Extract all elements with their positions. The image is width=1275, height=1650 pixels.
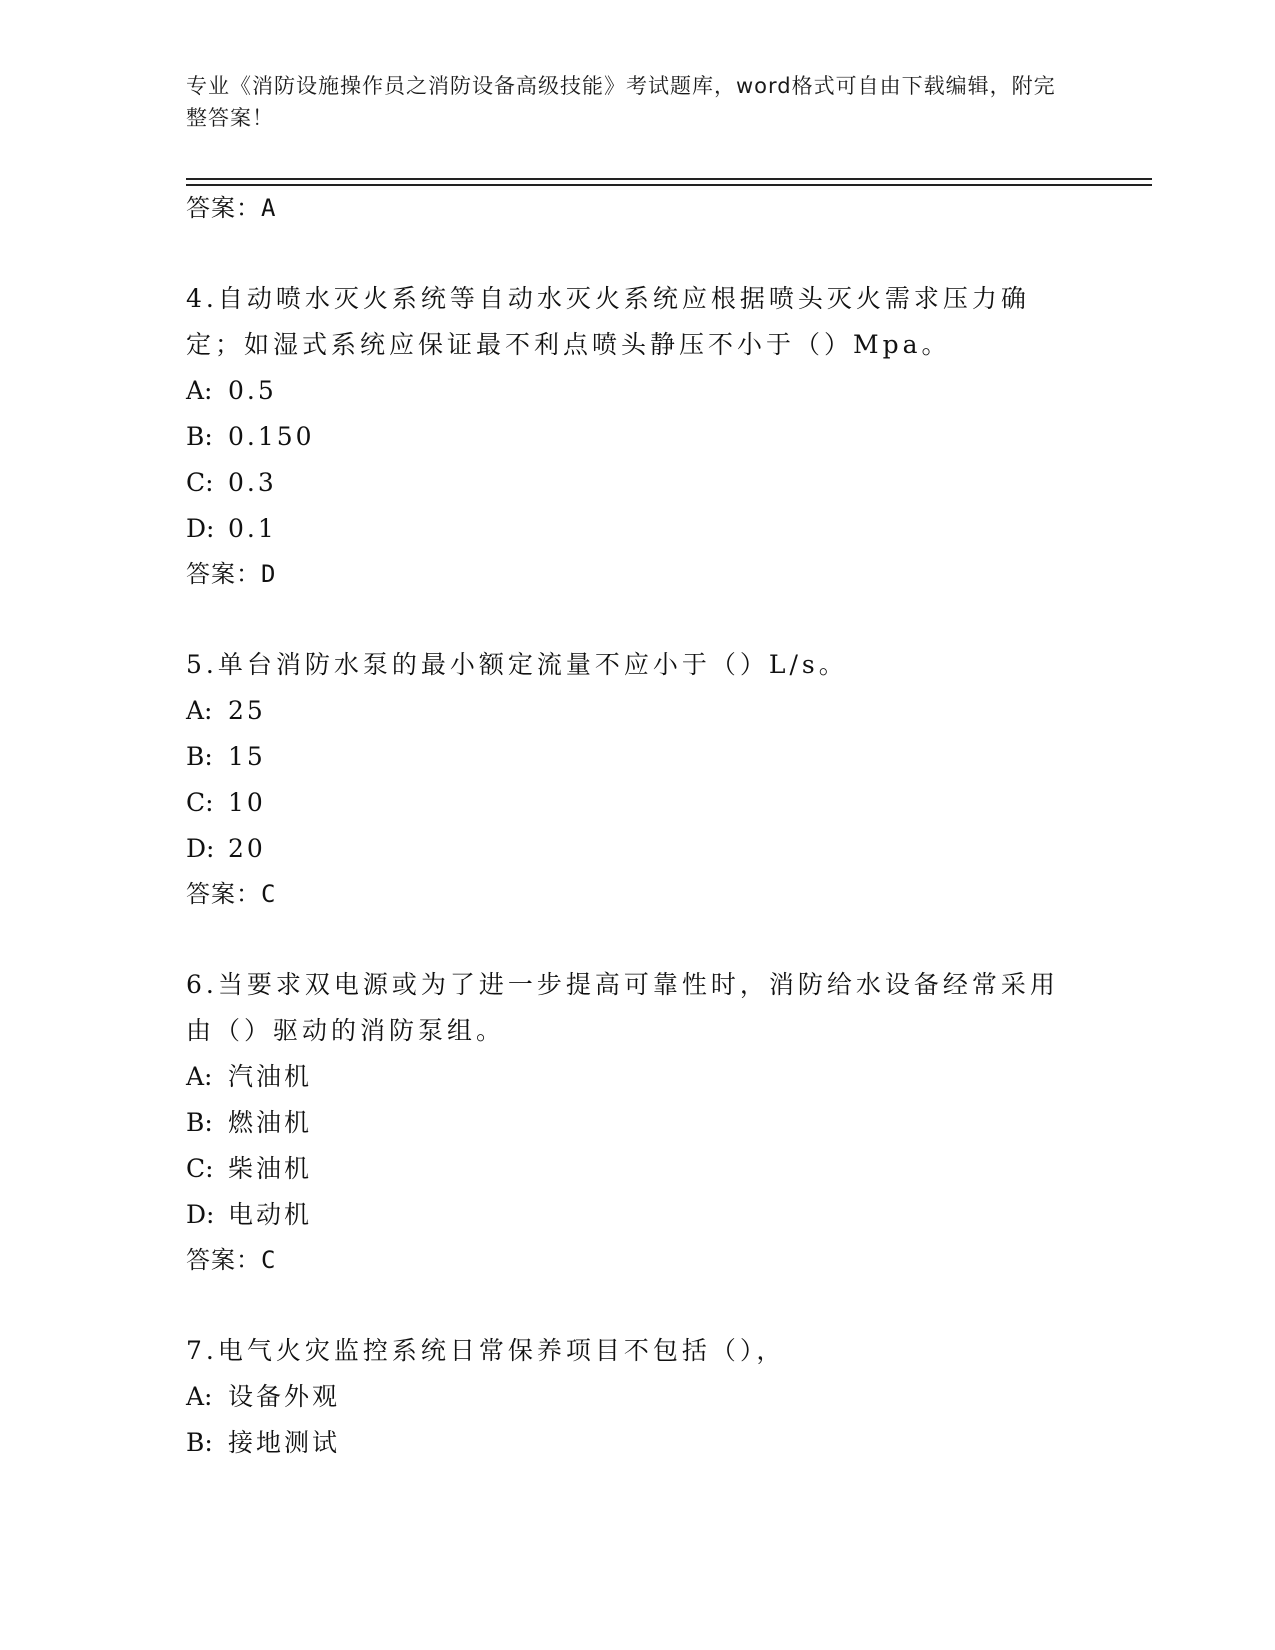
option-key: A: — [186, 1382, 213, 1411]
question-text: 6.当要求双电源或为了进一步提高可靠性时，消防给水设备经常采用由（）驱动的消防泵组。 — [186, 970, 1059, 1045]
question-list — [186, 186, 1086, 1466]
option-text: 25 — [228, 696, 266, 725]
option-text: 汽油机 — [228, 1062, 313, 1091]
question-item — [186, 1328, 1086, 1466]
answer-value: D — [261, 560, 277, 588]
option-key: B: — [186, 422, 213, 451]
option-a — [186, 1374, 1086, 1420]
option-key: B: — [186, 1108, 213, 1137]
option-d — [186, 1192, 1086, 1238]
option-a — [186, 688, 1086, 734]
option-key: C: — [186, 468, 214, 497]
answer-line — [186, 872, 1086, 916]
option-text: 0.5 — [228, 376, 277, 405]
option-b — [186, 414, 1086, 460]
question-item — [186, 276, 1086, 596]
option-key: D: — [186, 514, 215, 543]
option-text: 电动机 — [228, 1200, 313, 1229]
option-b — [186, 1420, 1086, 1466]
option-text: 设备外观 — [228, 1382, 341, 1411]
option-key: B: — [186, 1428, 213, 1457]
option-text: 0.150 — [228, 422, 315, 451]
option-c — [186, 460, 1086, 506]
option-text: 20 — [228, 834, 266, 863]
option-text: 燃油机 — [228, 1108, 313, 1137]
option-key: A: — [186, 376, 213, 405]
option-key: A: — [186, 1062, 213, 1091]
option-key: B: — [186, 742, 213, 771]
option-a — [186, 368, 1086, 414]
option-c — [186, 780, 1086, 826]
answer-label: 答案： — [186, 194, 261, 222]
document-header: 专业《消防设施操作员之消防设备高级技能》考试题库，word格式可自由下载编辑，附完整答案！ — [186, 74, 1056, 130]
option-d — [186, 506, 1086, 552]
answer-label: 答案： — [186, 880, 261, 908]
option-key: D: — [186, 1200, 215, 1229]
answer-label: 答案： — [186, 560, 261, 588]
option-text: 接地测试 — [228, 1428, 341, 1457]
answer-label: 答案： — [186, 1246, 261, 1274]
option-text: 0.1 — [228, 514, 277, 543]
answer-value: A — [261, 194, 277, 222]
option-key: A: — [186, 696, 213, 725]
option-text: 0.3 — [228, 468, 277, 497]
header-rule-top — [186, 178, 1152, 180]
option-text: 10 — [228, 788, 266, 817]
option-text: 柴油机 — [228, 1154, 313, 1183]
answer-line — [186, 552, 1086, 596]
question-text: 5.单台消防水泵的最小额定流量不应小于（）L/s。 — [186, 650, 848, 679]
answer-line — [186, 1238, 1086, 1282]
option-text: 15 — [228, 742, 266, 771]
question-item — [186, 642, 1086, 916]
option-key: D: — [186, 834, 215, 863]
question-text: 4.自动喷水灭火系统等自动水灭火系统应根据喷头灭火需求压力确定；如湿式系统应保证最不利点喷头静压不小于（）Mpa。 — [186, 284, 1030, 359]
option-c — [186, 1146, 1086, 1192]
option-b — [186, 734, 1086, 780]
option-key: C: — [186, 1154, 214, 1183]
question-text: 7.电气火灾监控系统日常保养项目不包括（）， — [186, 1336, 786, 1365]
answer-line — [186, 186, 1086, 230]
answer-value: C — [261, 1246, 277, 1274]
option-b — [186, 1100, 1086, 1146]
option-d — [186, 826, 1086, 872]
question-item — [186, 962, 1086, 1282]
option-key: C: — [186, 788, 214, 817]
answer-value: C — [261, 880, 277, 908]
option-a — [186, 1054, 1086, 1100]
